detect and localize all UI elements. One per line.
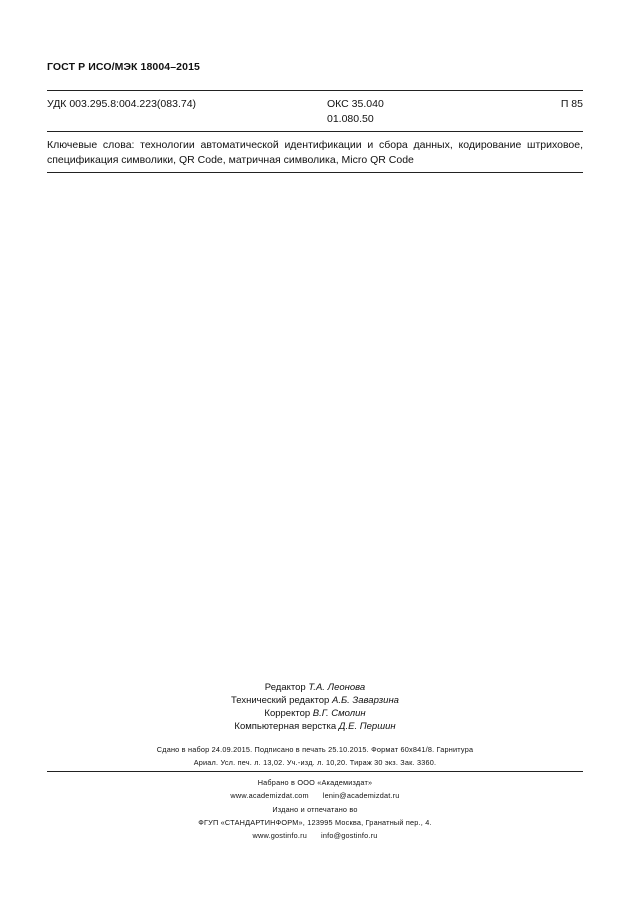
print-info-line-1: Сдано в набор 24.09.2015. Подписано в печать 25.10.2015. Формат 60x841/8. Гарнитура	[156, 745, 474, 754]
oks-code-2: 01.080.50	[327, 113, 374, 125]
publisher-contacts	[0, 829, 630, 842]
publisher-block	[0, 803, 630, 842]
credit-layout	[0, 720, 630, 733]
credit-role: Корректор	[264, 708, 311, 719]
credit-name: Т.А. Леонова	[308, 682, 366, 693]
keywords-line-1: Ключевые слова: технологии автоматической идентификации и сбора данных, кодирование штриховое,	[47, 139, 583, 151]
keywords-rule	[47, 172, 583, 173]
standard-title: ГОСТ Р ИСО/МЭК 18004–2015	[47, 61, 200, 73]
oks-code-1: ОКС 35.040	[327, 98, 384, 110]
credit-corrector	[0, 707, 630, 720]
typeset-line-1: Набрано в ООО «Академиздат»	[257, 778, 373, 787]
publisher-website-link[interactable]: www.gostinfo.ru	[252, 831, 308, 840]
typeset-email-link[interactable]: lenin@academizdat.ru	[322, 791, 400, 800]
publisher-line-1: Издано и отпечатано во	[272, 805, 358, 814]
udk-code: УДК 003.295.8:004.223(083.74)	[47, 98, 197, 110]
print-info-line-2: Ариал. Усл. печ. л. 13,02. Уч.-изд. л. 10,20. Тираж 30 экз. Зак. 3360.	[193, 758, 437, 767]
publisher-email-link[interactable]: info@gostinfo.ru	[321, 831, 378, 840]
credits-block	[0, 681, 630, 733]
credit-role: Технический редактор	[231, 695, 330, 706]
credit-tech-editor	[0, 694, 630, 707]
credit-name: В.Г. Смолин	[312, 708, 366, 719]
credit-role: Редактор	[264, 682, 306, 693]
group-code: П 85	[560, 98, 583, 110]
credit-editor	[0, 681, 630, 694]
typeset-contacts	[0, 789, 630, 802]
classification-rule	[47, 131, 583, 132]
typeset-website-link[interactable]: www.academizdat.com	[230, 791, 309, 800]
print-info-block	[0, 743, 630, 769]
header-rule	[47, 90, 583, 91]
publisher-line-2: ФГУП «СТАНДАРТИНФОРМ», 123995 Москва, Гранатный пер., 4.	[198, 818, 432, 827]
credit-role: Компьютерная верстка	[234, 721, 337, 732]
imprint-rule	[47, 771, 583, 772]
typeset-block	[0, 776, 630, 802]
keywords-block	[47, 138, 583, 168]
keywords-line-2: спецификация символики, QR Code, матричная символика, Micro QR Code	[47, 154, 414, 166]
credit-name: Д.Е. Першин	[338, 721, 396, 732]
credit-name: А.Б. Заварзина	[331, 695, 399, 706]
